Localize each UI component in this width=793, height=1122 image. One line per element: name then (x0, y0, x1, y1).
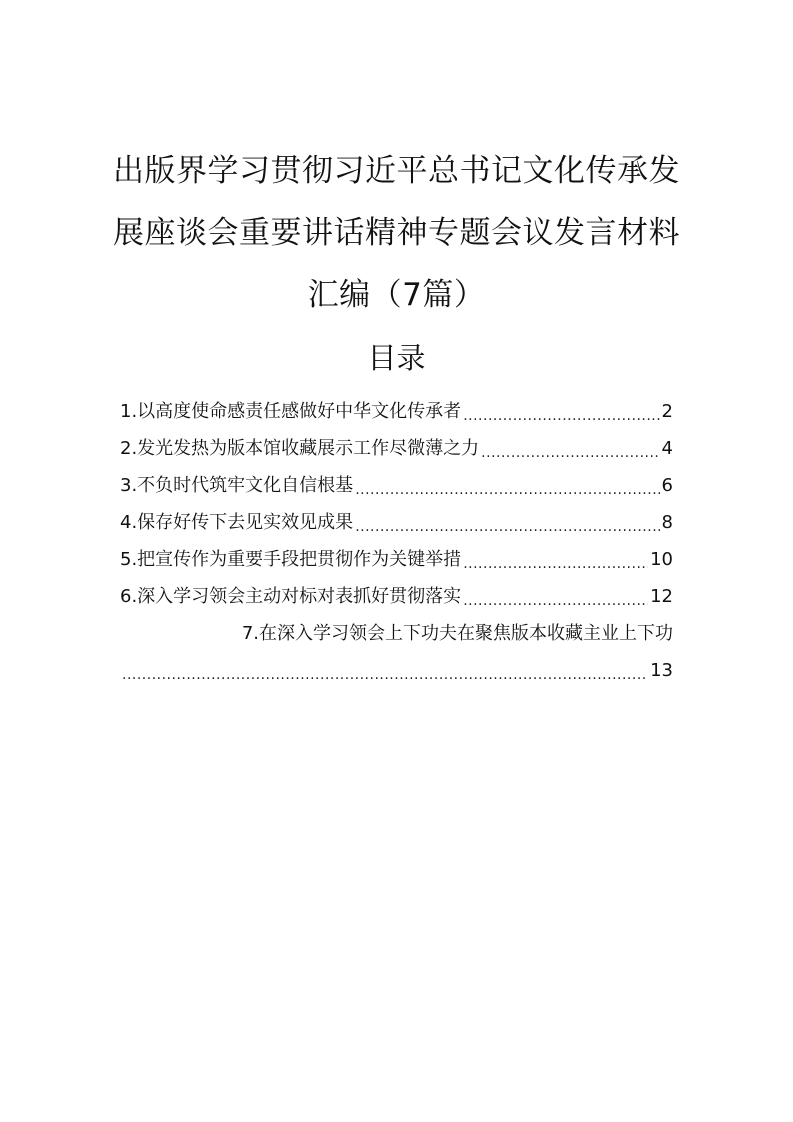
toc-entry-page: 4 (661, 438, 673, 459)
toc-leader-dots (463, 550, 648, 578)
toc-entry-5[interactable] (120, 541, 673, 578)
toc-entry-page: 8 (661, 512, 673, 533)
toc-entry-leader-line (120, 652, 673, 689)
toc-entry-6[interactable] (120, 578, 673, 615)
toc-entry-page: 10 (650, 549, 673, 570)
toc-entry-title: 2.发光发热为版本馆收藏展示工作尽微薄之力 (120, 438, 480, 459)
toc-heading: 目录 (367, 341, 426, 375)
toc-leader-dots (122, 661, 648, 689)
toc-entry-4[interactable] (120, 504, 673, 541)
toc-entry-2[interactable] (120, 430, 673, 467)
toc-entry-page: 12 (650, 586, 673, 607)
toc-leader-dots (355, 476, 659, 504)
toc-entry-title: 1.以高度使命感责任感做好中华文化传承者 (120, 401, 462, 422)
toc-entry-page: 2 (661, 401, 673, 422)
toc-leader-dots (355, 513, 659, 541)
toc-entry-title: 6.深入学习领会主动对标对表抓好贯彻落实 (120, 586, 462, 607)
table-of-contents (120, 393, 673, 689)
toc-entry-title: 7.在深入学习领会上下功夫在聚焦版本收藏主业上下功 (241, 623, 673, 644)
toc-leader-dots (481, 439, 659, 467)
toc-entry-1[interactable] (120, 393, 673, 430)
toc-entry-title: 4.保存好传下去见实效见成果 (120, 512, 354, 533)
toc-entry-7[interactable] (120, 615, 673, 689)
toc-entry-title: 3.不负时代筑牢文化自信根基 (120, 475, 354, 496)
toc-entry-3[interactable] (120, 467, 673, 504)
toc-leader-dots (463, 587, 648, 615)
document-title: 出版界学习贯彻习近平总书记文化传承发展座谈会重要讲话精神专题会议发言材料汇编（7篇） (113, 153, 680, 313)
toc-leader-dots (463, 402, 659, 430)
toc-entry-page: 6 (661, 475, 673, 496)
toc-entry-page: 13 (650, 660, 673, 681)
toc-entry-title: 5.把宣传作为重要手段把贯彻作为关键举措 (120, 549, 462, 570)
